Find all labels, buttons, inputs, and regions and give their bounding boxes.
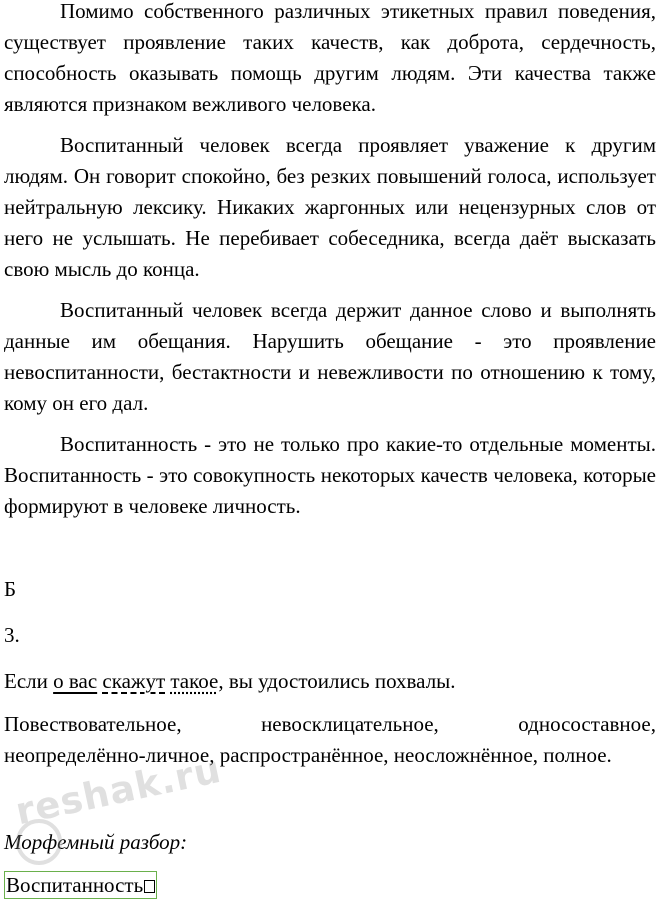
watermark-text: reshak.ru — [11, 747, 226, 834]
morph-heading: Морфемный разбор: — [4, 830, 188, 854]
sentence-start: Если — [4, 669, 54, 693]
task-number: 3. — [4, 623, 20, 647]
section-letter: Б — [4, 577, 17, 601]
morph-word: Воспитанность — [4, 871, 157, 899]
sentence-object: о вас — [53, 669, 98, 693]
spacer — [4, 532, 656, 574]
sentence-object-2: такое — [170, 669, 219, 693]
paragraph-3: Воспитанный человек всегда держит данное слово и выполнять данные им обещания. Нарушить обещание - это проявление невоспитанности, бестактности и невежливости по отношению к тому, кому он его дал. — [4, 298, 656, 415]
morph-word-line — [4, 870, 656, 901]
analyzed-sentence — [4, 666, 656, 697]
characteristics-line-1: Повествовательное, невосклицательное, односоставное, — [4, 712, 656, 736]
characteristics-line-2: неопределённо-личное, распространённое, неосложнённое, полное. — [4, 743, 612, 767]
paragraph-4: Воспитанность - это не только про какие-то отдельные моменты. Воспитанность - это совокупность некоторых качеств человека, которые формируют в человеке личность. — [4, 432, 656, 518]
sentence-predicate: скажут — [102, 669, 166, 693]
paragraph-1: Помимо собственного различных этикетных правил поведения, существует проявление таких качеств, как доброта, сердечность, способность оказывать помощь другим людям. Эти качества также являются признаком вежливого человека. — [4, 0, 656, 116]
sentence-end: , вы удостоились похвалы. — [218, 669, 456, 693]
document-page — [4, 0, 656, 901]
paragraph-2: Воспитанный человек всегда проявляет уважение к другим людям. Он говорит спокойно, без резких повышений голоса, использует нейтральную лексику. Никаких жаргонных или нецензурных слов от него не услышать. Не перебивает собеседника, всегда даёт высказать свою мысль до конца. — [4, 133, 656, 281]
placeholder-box-icon — [144, 880, 155, 893]
